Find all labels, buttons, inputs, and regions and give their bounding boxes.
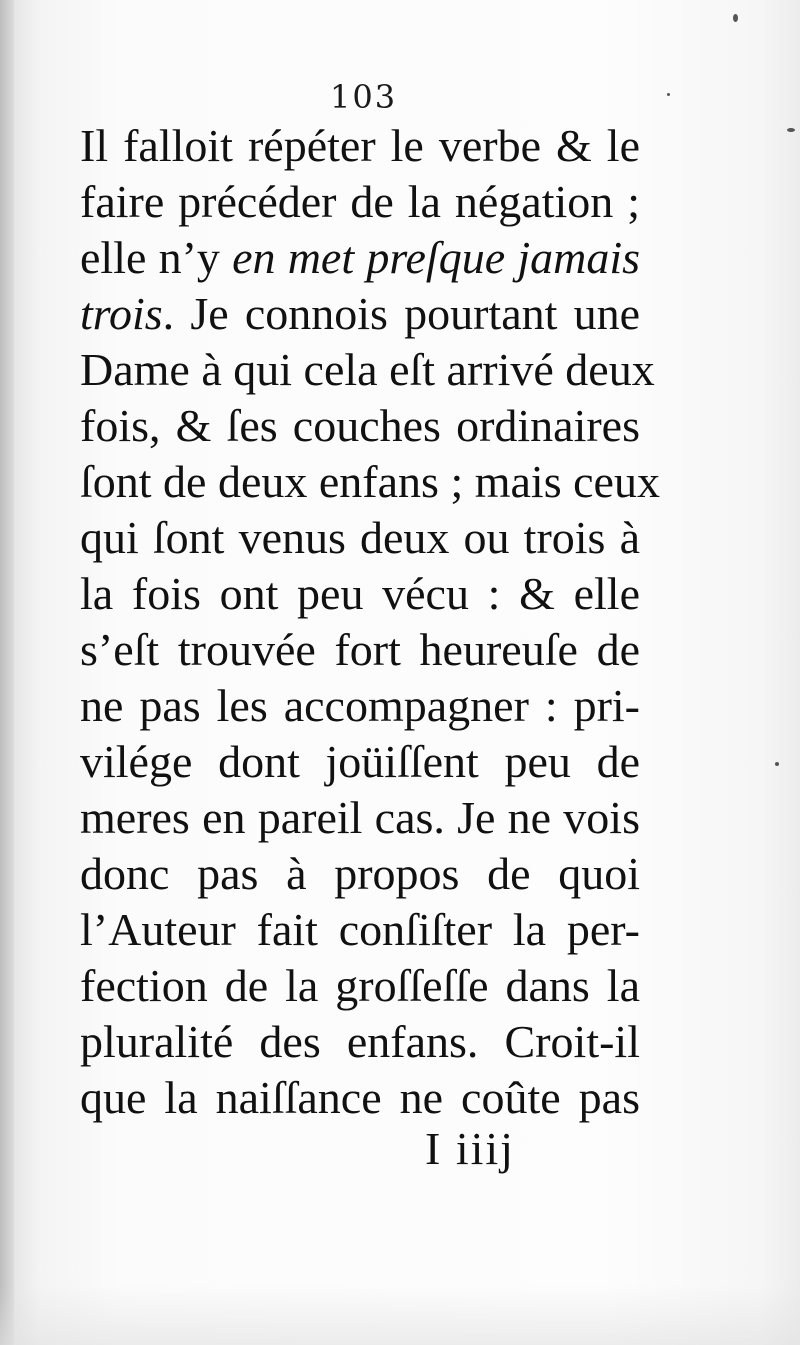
- text-segment: faire précéder de la négation ;: [80, 176, 640, 227]
- text-line: [80, 790, 640, 846]
- italic-text-segment: en met preſque jamais: [232, 232, 641, 283]
- text-segment: meres en pareil cas. Je ne vois: [80, 792, 640, 843]
- text-line: [80, 566, 640, 622]
- text-line: [80, 622, 640, 678]
- text-line: [80, 286, 640, 342]
- page-gutter-shadow: [0, 0, 14, 1345]
- text-line: [80, 1014, 640, 1070]
- text-line: [80, 174, 640, 230]
- text-segment: . Je connois pourtant une: [162, 288, 640, 339]
- text-line: [80, 902, 640, 958]
- text-line: [80, 118, 640, 174]
- italic-text-segment: trois: [80, 288, 163, 339]
- text-segment: Il falloit répéter le verbe & le: [80, 120, 640, 171]
- text-line: [80, 454, 660, 510]
- text-segment: pluralité des enfans. Croit-il: [80, 1016, 640, 1067]
- text-segment: fection de la groſſeſſe dans la: [80, 960, 640, 1011]
- signature-mark: I iiij: [425, 1123, 515, 1174]
- text-segment: elle n’y: [80, 232, 233, 283]
- ink-speck: [733, 14, 738, 22]
- text-segment: fois, & ſes couches ordinaires: [80, 400, 640, 451]
- text-segment: Dame à qui cela eſt arrivé deux: [80, 344, 655, 395]
- text-line: [80, 678, 640, 734]
- text-segment: ſont de deux enfans ; mais ceux: [80, 456, 660, 507]
- text-line: [80, 398, 640, 454]
- text-segment: donc pas à propos de quoi: [80, 848, 640, 899]
- text-segment: s’eſt trouvée fort heureuſe de: [80, 624, 640, 675]
- text-segment: vilége dont joüiſſent peu de: [80, 736, 640, 787]
- ink-speck: [667, 93, 670, 96]
- text-line: [80, 510, 640, 566]
- text-line: [80, 734, 640, 790]
- ink-speck: [775, 762, 779, 766]
- text-line: [80, 342, 655, 398]
- text-segment: ne pas les accompagner : pri-: [80, 680, 640, 731]
- page-number: 103: [330, 78, 398, 116]
- text-line: [80, 958, 640, 1014]
- ink-speck: [787, 128, 795, 132]
- text-line: [80, 230, 640, 286]
- text-line: [80, 846, 640, 902]
- body-text: [80, 118, 660, 1126]
- page-bottom-shade: [0, 1285, 800, 1345]
- text-segment: que la naiſſance ne coûte pas: [80, 1072, 640, 1123]
- text-segment: l’Auteur fait conſiſter la per-: [80, 904, 640, 955]
- text-line: [80, 1070, 640, 1126]
- text-segment: qui ſont venus deux ou trois à: [80, 512, 640, 563]
- text-segment: la fois ont peu vécu : & elle: [80, 568, 640, 619]
